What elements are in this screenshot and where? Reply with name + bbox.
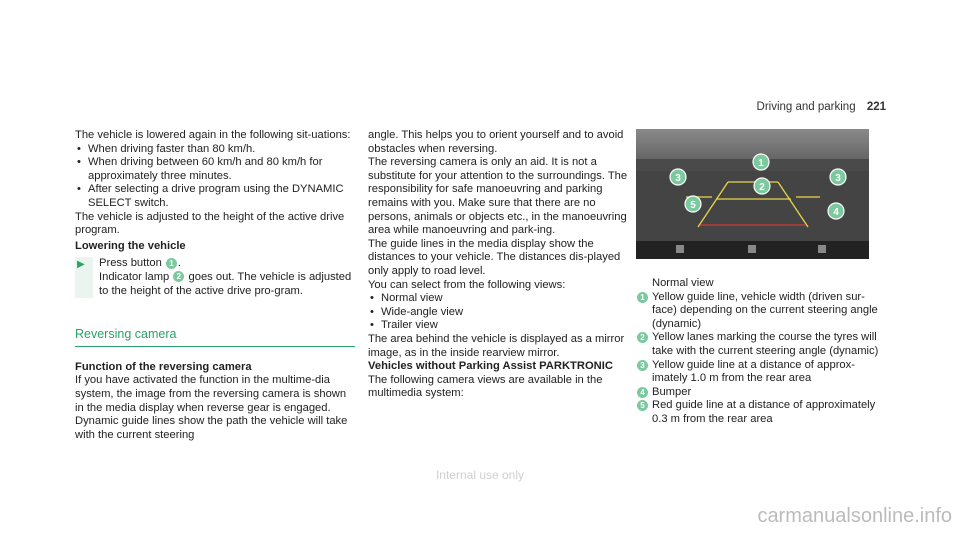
page-header (757, 101, 886, 113)
paragraph: The reversing camera is only an aid. It is not a substitute for your attention to the surroundings. The responsibility for safe manoeuvring and parking remains with you. Make sure that there are no persons, animals or objects etc., in the manoeuvring area while manoeuvring and park-ing. (368, 156, 628, 237)
paragraph: The guide lines in the media display show the distances to your vehicle. The distances dis-played only apply to road level. (368, 237, 621, 277)
paragraph: You can select from the following views: (368, 278, 566, 291)
step-text-c: Indicator lamp (99, 270, 170, 283)
step-block (75, 257, 355, 298)
svg-text:1: 1 (758, 158, 764, 169)
legend-text: Yellow guide line at a distance of approx-imately 1.0 m from the rear area (652, 358, 855, 385)
section-title: Reversing camera (75, 328, 355, 347)
svg-text:4: 4 (833, 207, 839, 218)
paragraph: The following camera views are available in the multimedia system: (368, 373, 603, 400)
svg-text:5: 5 (690, 200, 696, 211)
step-content (77, 257, 355, 298)
camera-view-icon (748, 245, 756, 253)
legend-item (636, 386, 886, 400)
views-list (368, 292, 630, 333)
function-text: If you have activated the function in the multime-dia system, the image from the reversing camera is shown in the media display when reverse gear is engaged. Dynamic guide lines show the path the vehicle will take with the current steering (75, 374, 348, 441)
camera-illustration (636, 129, 869, 259)
step-text-d: goes out. The vehicle is adjusted to the height of the active drive pro-gram. (99, 270, 352, 297)
callout-5 (685, 196, 701, 212)
site-watermark: carmanualsonline.info (757, 505, 952, 527)
watermark: Internal use only (435, 468, 525, 482)
badge-1: 1 (166, 258, 177, 269)
legend-badge: 3 (637, 360, 648, 371)
lowering-title: Lowering the vehicle (75, 239, 186, 252)
legend-badge: 5 (637, 400, 648, 411)
paragraph: angle. This helps you to orient yourself and to avoid obstacles when reversing. (368, 129, 624, 155)
list-item: • After selecting a drive program using the DYNAMIC SELECT switch. (75, 183, 355, 210)
function-title: Function of the reversing camera (75, 360, 252, 373)
conditions-list (75, 143, 355, 211)
page-number: 221 (866, 101, 886, 113)
step-text-a: Press button (99, 257, 162, 270)
legend-text: Yellow lanes marking the course the tyres will take with the current steering angle (dynamic) (652, 331, 879, 357)
step-text-b: . (177, 257, 182, 270)
header-title: Driving and parking (756, 101, 856, 113)
legend-item (636, 359, 886, 386)
legend-badge: 2 (637, 332, 648, 343)
callout-3-left (670, 169, 686, 185)
legend (636, 277, 886, 427)
legend-badge: 1 (637, 292, 648, 303)
intro-text: The vehicle is lowered again in the following sit-uations: (75, 129, 351, 141)
list-item: • Normal view (368, 292, 630, 306)
legend-item (636, 291, 886, 332)
list-item: • Trailer view (368, 319, 630, 333)
camera-mode-icon (676, 245, 684, 253)
legend-text: Red guide line at a distance of approximately 0.3 m from the rear area (652, 399, 876, 425)
column-2 (368, 129, 630, 401)
legend-item (636, 399, 886, 426)
column-3 (636, 129, 886, 427)
legend-text: Bumper (652, 385, 692, 398)
list-item: • Wide-angle view (368, 306, 630, 320)
legend-badge: 4 (637, 387, 648, 398)
callout-1 (753, 154, 769, 170)
list-item: • When driving between 60 km/h and 80 km/h for approximately three minutes. (75, 156, 355, 183)
list-item: • When driving faster than 80 km/h. (75, 143, 355, 157)
callout-2 (754, 178, 770, 194)
camera-settings-icon (818, 245, 826, 253)
camera-image (636, 129, 869, 259)
legend-text: Yellow guide line, vehicle width (driven sur-face) depending on the current steering angle (dynamic) (652, 290, 878, 330)
column-1 (75, 129, 355, 442)
step-arrow-icon: ▶ (77, 259, 85, 271)
callout-3-right (830, 169, 846, 185)
svg-text:3: 3 (835, 173, 841, 184)
legend-head: Normal view (652, 277, 714, 289)
callout-4 (828, 203, 844, 219)
paragraph: The area behind the vehicle is displayed as a mirror image, as in the inside rearview mirror. (368, 332, 625, 359)
vehicles-title: Vehicles without Parking Assist PARKTRONIC (368, 360, 613, 373)
adjusted-text: The vehicle is adjusted to the height of the active drive program. (75, 210, 345, 237)
svg-text:3: 3 (675, 173, 681, 184)
svg-text:2: 2 (759, 182, 765, 193)
legend-item (636, 331, 886, 358)
badge-2: 2 (173, 271, 184, 282)
